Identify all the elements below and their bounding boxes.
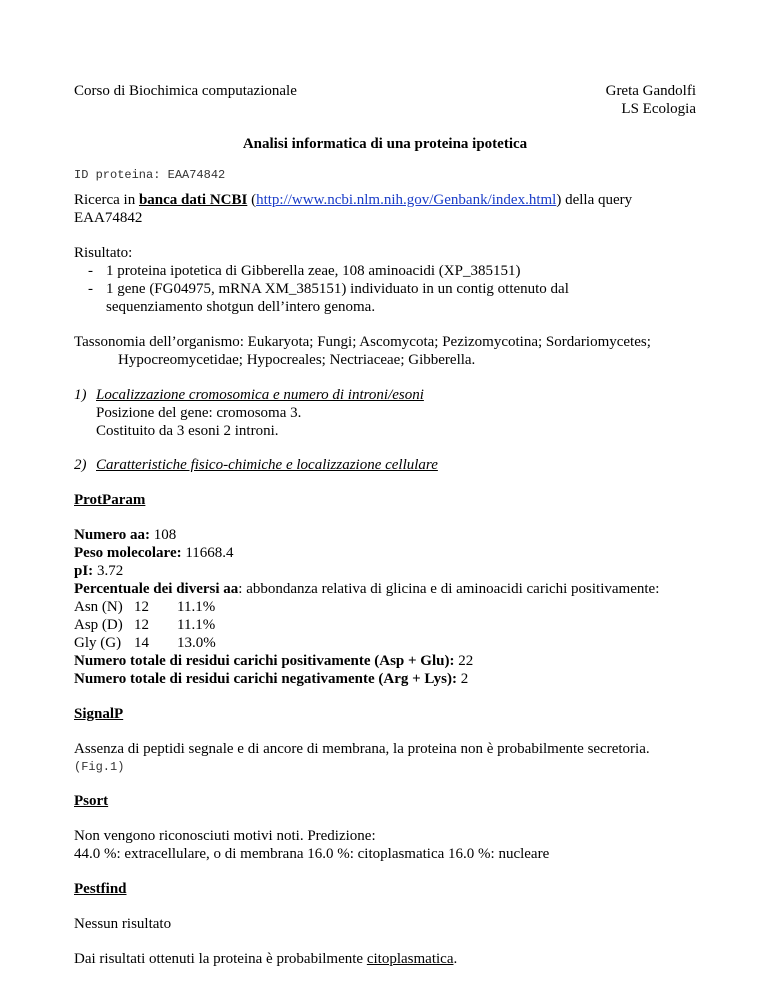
ncbi-db-label: banca dati NCBI xyxy=(138,192,248,208)
result-item-continuation: sequenziamento shotgun dell’intero genoma. xyxy=(106,299,376,315)
negative-residues-value: 2 xyxy=(456,671,469,687)
author-name: Greta Gandolfi xyxy=(605,83,696,99)
conclusion-line xyxy=(74,950,457,968)
psort-heading: Psort xyxy=(74,793,109,809)
section-1-heading: Localizzazione cromosomica e numero di introni/esoni xyxy=(96,387,424,403)
molecular-weight-label: Peso molecolare: xyxy=(74,545,182,561)
document-title: Analisi informatica di una proteina ipotetica xyxy=(242,136,528,152)
gene-position: Posizione del gene: cromosoma 3. xyxy=(96,405,302,421)
signalp-text: Assenza di peptidi segnale e di ancore di membrana, la proteina non è probabilmente secretoria. xyxy=(74,741,650,757)
section-1-number: 1) xyxy=(74,387,87,403)
aa-row-percent: 11.1% xyxy=(177,617,216,633)
aa-count-label: Numero aa: xyxy=(74,527,150,543)
pi-value: 3.72 xyxy=(93,563,124,579)
section-2-number: 2) xyxy=(74,457,87,473)
aa-row-count: 14 xyxy=(134,635,149,651)
aa-row-percent: 11.1% xyxy=(177,599,216,615)
search-prefix: Ricerca in xyxy=(74,192,139,208)
aa-count-line xyxy=(74,526,176,544)
search-line xyxy=(74,191,632,209)
result-item: 1 gene (FG04975, mRNA XM_385151) individuato in un contig ottenuto dal xyxy=(106,281,569,297)
pestfind-text: Nessun risultato xyxy=(74,916,172,932)
aa-row-name: Asn (N) xyxy=(74,599,123,615)
aa-percentage-line xyxy=(74,580,659,598)
taxonomy-continuation: Hypocreomycetidae; Hypocreales; Nectriaceae; Gibberella. xyxy=(118,352,476,368)
positive-residues-value: 22 xyxy=(454,653,474,669)
aa-percentage-label: Percentuale dei diversi aa xyxy=(74,581,239,597)
psort-prediction: 44.0 %: extracellulare, o di membrana 16.0 %: citoplasmatica 16.0 %: nucleare xyxy=(74,846,550,862)
aa-row-count: 12 xyxy=(134,617,149,633)
aa-percentage-text: : abbondanza relativa di glicina e di aminoacidi carichi positivamente: xyxy=(238,581,660,597)
negative-residues-line xyxy=(74,670,468,688)
course-name: Corso di Biochimica computazionale xyxy=(74,83,297,99)
result-item: 1 proteina ipotetica di Gibberella zeae, 108 aminoacidi (XP_385151) xyxy=(106,263,521,279)
conclusion-prefix: Dai risultati ottenuti la proteina è probabilmente xyxy=(74,951,367,967)
degree-program: LS Ecologia xyxy=(621,101,696,117)
search-suffix: ) della query xyxy=(556,192,633,208)
search-open-paren: ( xyxy=(247,192,257,208)
molecular-weight-line xyxy=(74,544,234,562)
conclusion-suffix: . xyxy=(453,951,458,967)
psort-text: Non vengono riconosciuti motivi noti. Predizione: xyxy=(74,828,376,844)
protparam-heading: ProtParam xyxy=(74,492,146,508)
positive-residues-line xyxy=(74,652,473,670)
aa-count-value: 108 xyxy=(149,527,177,543)
taxonomy-line: Tassonomia dell’organismo: Eukaryota; Fungi; Ascomycota; Pezizomycotina; Sordariomycetes; xyxy=(74,334,651,350)
section-2-heading: Caratteristiche fisico-chimiche e localizzazione cellulare xyxy=(96,457,438,473)
aa-row-name: Asp (D) xyxy=(74,617,123,633)
result-label: Risultato: xyxy=(74,245,133,261)
aa-row-percent: 13.0% xyxy=(177,635,216,651)
conclusion-term: citoplasmatica xyxy=(366,951,454,967)
negative-residues-label: Numero totale di residui carichi negativamente (Arg + Lys): xyxy=(74,671,457,687)
pestfind-heading: Pestfind xyxy=(74,881,127,897)
molecular-weight-value: 11668.4 xyxy=(181,545,234,561)
result-item-dash: - xyxy=(88,263,93,279)
pi-label: pI: xyxy=(74,563,94,579)
ncbi-genbank-link[interactable]: http://www.ncbi.nlm.nih.gov/Genbank/index.html xyxy=(256,192,557,208)
search-query: EAA74842 xyxy=(74,210,143,226)
protein-id: ID proteina: EAA74842 xyxy=(74,168,226,182)
figure-reference: (Fig.1) xyxy=(74,760,125,774)
aa-row-count: 12 xyxy=(134,599,149,615)
pi-line xyxy=(74,562,123,580)
positive-residues-label: Numero totale di residui carichi positivamente (Asp + Glu): xyxy=(74,653,455,669)
aa-row-name: Gly (G) xyxy=(74,635,122,651)
result-item-dash: - xyxy=(88,281,93,297)
exon-intron-count: Costituito da 3 esoni 2 introni. xyxy=(96,423,279,439)
signalp-heading: SignalP xyxy=(74,706,124,722)
